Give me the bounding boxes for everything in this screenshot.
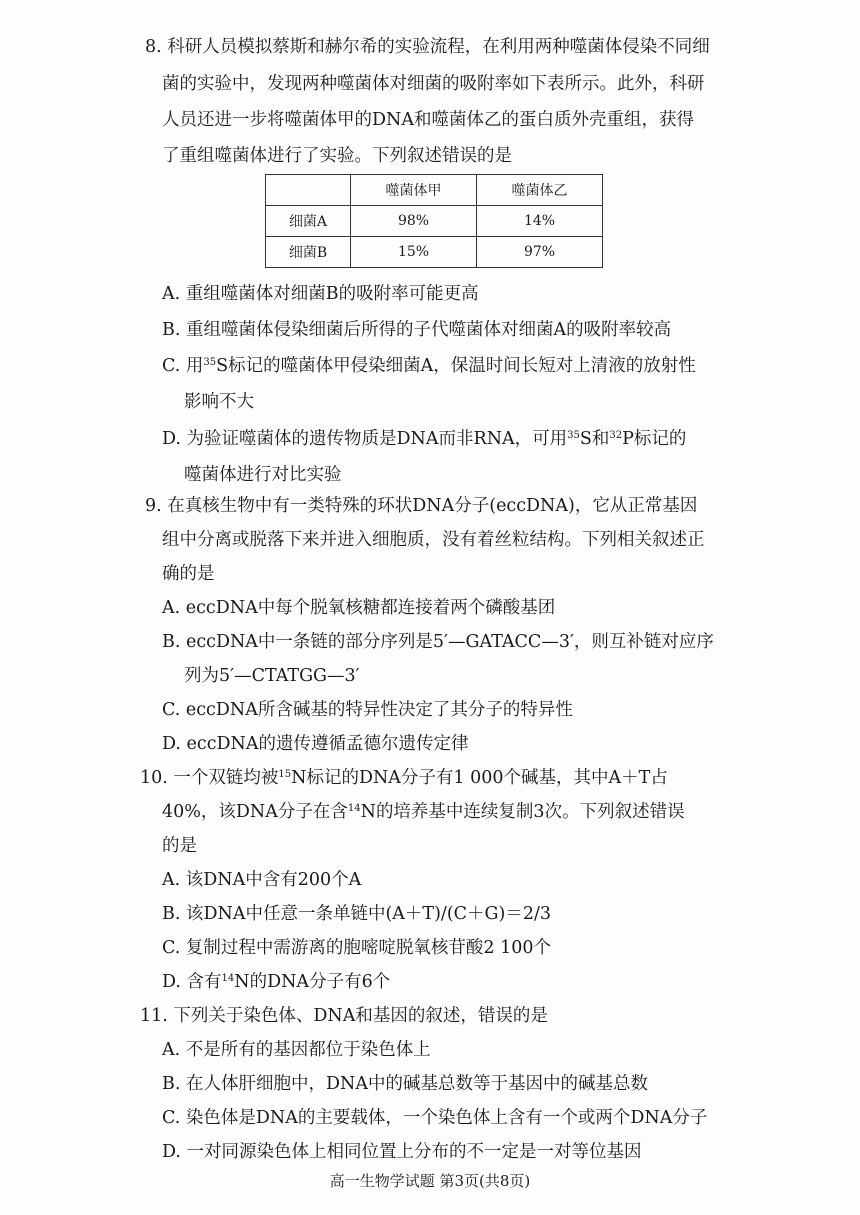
q11-stem: 11. 下列关于染色体、DNA和基因的叙述，错误的是 [140,1006,548,1026]
q8-option-c-line-1 [162,354,696,378]
q8-stem-line-3: 人员还进一步将噬菌体甲的DNA和噬菌体乙的蛋白质外壳重组，获得 [162,110,694,130]
q9-option-d: D. eccDNA的遗传遵循孟德尔遗传定律 [162,734,469,754]
q9-option-b-line-2: 列为5′—CTATGG—3′ [184,666,360,686]
q8-option-a: A. 重组噬菌体对细菌B的吸附率可能更高 [162,284,479,304]
table-header-phage-yi: 噬菌体乙 [477,175,603,206]
q11-option-d: D. 一对同源染色体上相同位置上分布的不一定是一对等位基因 [162,1142,642,1162]
table-cell [266,175,351,206]
text-span: D. 为验证噬菌体的遗传物质是DNA而非RNA，可用 [162,429,568,449]
q8-option-c-line-2: 影响不大 [184,392,254,412]
superscript: 14 [347,803,361,814]
q8-option-d-line-2: 噬菌体进行对比实验 [184,465,342,485]
superscript: 35 [203,357,217,368]
q9-option-a: A. eccDNA中每个脱氧核糖都连接着两个磷酸基团 [162,598,556,618]
text-span: P标记的 [622,429,687,449]
q8-stem-line-2: 菌的实验中，发现两种噬菌体对细菌的吸附率如下表所示。此外，科研 [162,74,705,94]
text-span: 10. 一个双链均被 [140,768,279,788]
text-span: C. 用 [162,356,204,376]
text-span: 40%，该DNA分子在含 [162,802,348,822]
q10-option-a: A. 该DNA中含有200个A [162,870,362,890]
q10-option-b: B. 该DNA中任意一条单链中(A＋T)/(C＋G)＝2/3 [162,904,552,924]
q10-option-c: C. 复制过程中需游离的胞嘧啶脱氧核苷酸2 100个 [162,938,551,958]
q11-option-c: C. 染色体是DNA的主要载体，一个染色体上含有一个或两个DNA分子 [162,1108,708,1128]
q8-option-d-line-1 [162,427,686,451]
table-cell: 细菌B [266,237,351,268]
superscript: 35 [567,430,580,441]
q8-option-b: B. 重组噬菌体侵染细菌后所得的子代噬菌体对细菌A的吸附率较高 [162,320,672,340]
q9-stem-line-3: 确的是 [162,564,215,584]
adsorption-table [265,174,603,268]
superscript: 15 [278,769,292,780]
table-cell: 97% [477,237,603,268]
text-span: N的DNA分子有6个 [234,972,391,992]
superscript: 14 [221,973,235,984]
q9-stem-line-1: 9. 在真核生物中有一类特殊的环状DNA分子(eccDNA)，它从正常基因 [145,496,698,516]
q11-option-b: B. 在人体肝细胞中，DNA中的碱基总数等于基因中的碱基总数 [162,1074,648,1094]
q11-option-a: A. 不是所有的基因都位于染色体上 [162,1040,431,1060]
table-cell: 细菌A [266,206,351,237]
table-row [266,206,603,237]
superscript: 32 [609,430,623,441]
table-row [266,237,603,268]
q8-stem-line-4: 了重组噬菌体进行了实验。下列叙述错误的是 [162,146,512,166]
page-footer: 高一生物学试题 第3页(共8页) [329,1172,531,1190]
table-cell: 15% [351,237,477,268]
text-span: S标记的噬菌体甲侵染细菌A，保温时间长短对上清液的放射性 [216,356,696,376]
table-header-phage-jia: 噬菌体甲 [351,175,477,206]
q10-stem-line-1 [140,766,668,790]
table-cell: 98% [351,206,477,237]
q10-stem-line-3: 的是 [162,836,197,856]
text-span: N的培养基中连续复制3次。下列叙述错误 [360,802,685,822]
table-cell: 14% [477,206,603,237]
q9-stem-line-2: 组中分离或脱落下来并进入细胞质，没有着丝粒结构。下列相关叙述正 [162,530,705,550]
q10-stem-line-2 [162,800,685,824]
text-span: S和 [579,429,610,449]
q10-option-d [162,970,390,994]
text-span: D. 含有 [162,972,222,992]
q9-option-b-line-1: B. eccDNA中一条链的部分序列是5′—GATACC—3′，则互补链对应序 [162,632,714,652]
q8-stem-line-1: 8. 科研人员模拟蔡斯和赫尔希的实验流程，在利用两种噬菌体侵染不同细 [145,37,710,57]
table-row [266,175,603,206]
text-span: N标记的DNA分子有1 000个碱基，其中A＋T占 [291,768,668,788]
q9-option-c: C. eccDNA所含碱基的特异性决定了其分子的特异性 [162,700,573,720]
